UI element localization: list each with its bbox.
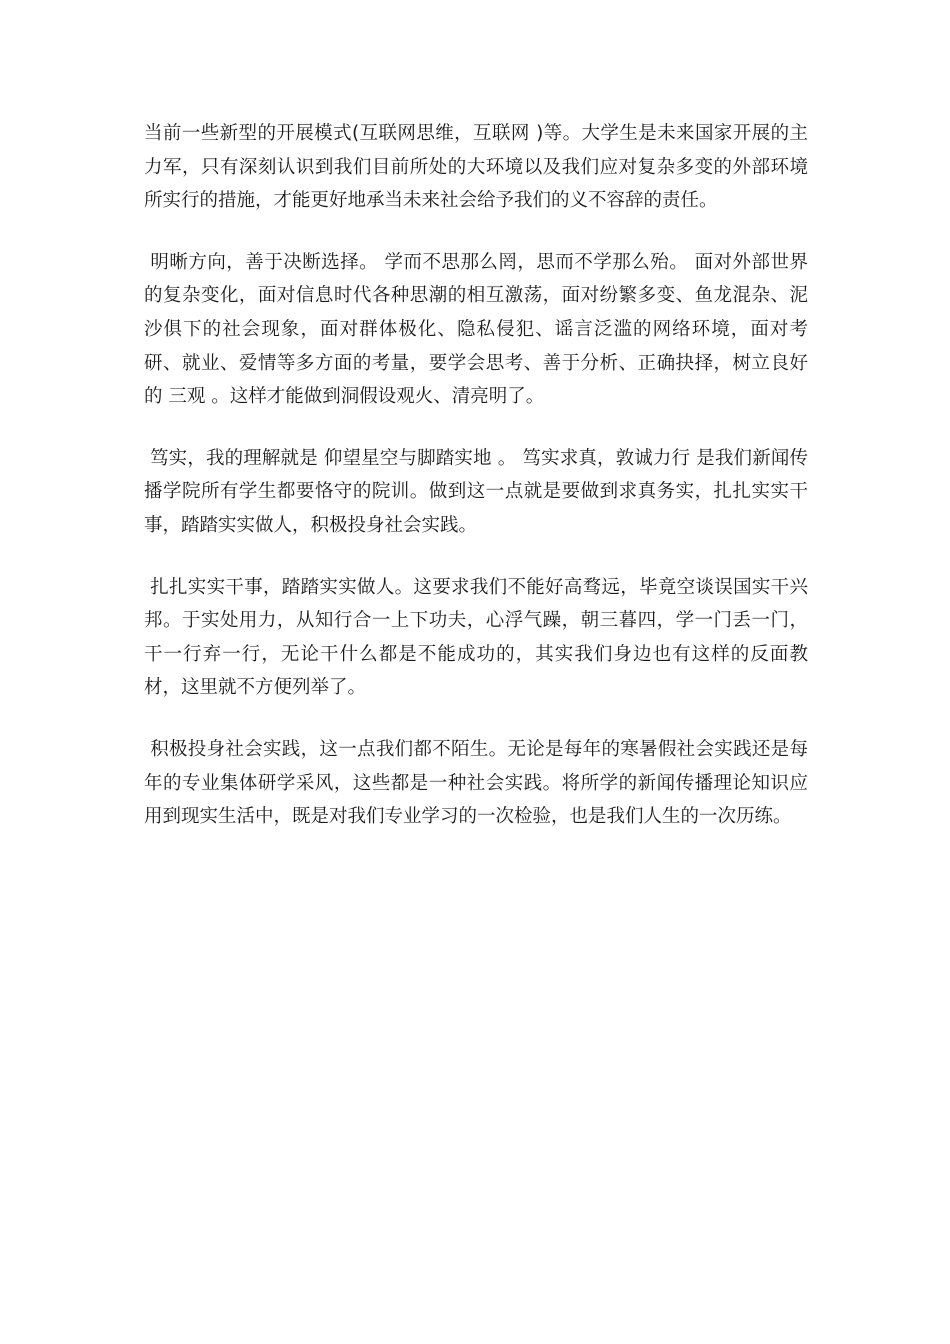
paragraph-4: 扎扎实实干事，踏踏实实做人。这要求我们不能好高骛远，毕竟空谈误国实干兴邦。于实处用力，从知行合一上下功夫，心浮气躁，朝三暮四，学一门丢一门，干一行弃一行，无论干什么都是不能成功的，其实我们身边也有这样的反面教材，这里就不方便列举了。 — [144, 576, 808, 699]
paragraph-1: 当前一些新型的开展模式(互联网思维，互联网 )等。大学生是未来国家开展的主力军，只有深刻认识到我们目前所处的大环境以及我们应对复杂多变的外部环境所实行的措施，才能更好地承当未来社会给予我们的义不容辞的责任。 — [144, 123, 808, 212]
paragraph-3: 笃实，我的理解就是 仰望星空与脚踏实地 。 笃实求真，敦诚力行 是我们新闻传播学院所有学生都要恪守的院训。做到这一点就是要做到求真务实，扎扎实实干事，踏踏实实做人，积极投身社会实践。 — [144, 447, 808, 536]
paragraph-5: 积极投身社会实践，这一点我们都不陌生。无论是每年的寒暑假社会实践还是每年的专业集体研学采风，这些都是一种社会实践。将所学的新闻传播理论知识应用到现实生活中，既是对我们专业学习的一次检验，也是我们人生的一次历练。 — [144, 738, 808, 828]
paragraph-2: 明晰方向，善于决断选择。 学而不思那么罔，思而不学那么殆。 面对外部世界的复杂变化，面对信息时代各种思潮的相互激荡，面对纷繁多变、鱼龙混杂、泥沙俱下的社会现象，面对群体极化、隐私侵犯、谣言泛滥的网络环境，面对考研、就业、爱情等多方面的考量，要学会思考、善于分析、正确抉择，树立良好的 三观 。这样才能做到洞假设观火、清亮明了。 — [144, 251, 809, 408]
document-body — [144, 117, 808, 862]
